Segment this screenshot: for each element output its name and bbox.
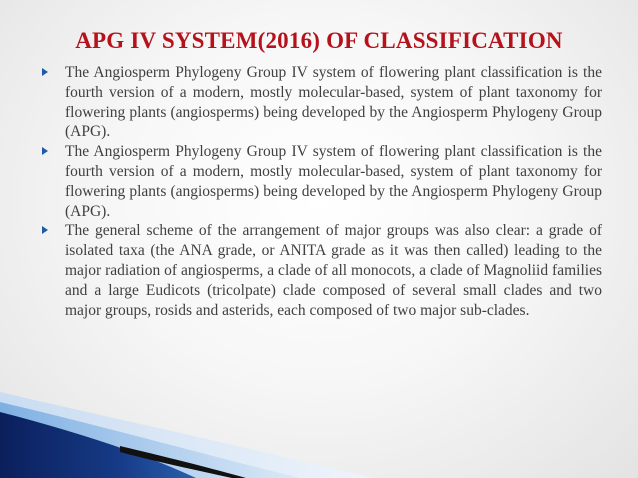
bullet-text: The Angiosperm Phylogeny Group IV system of flowering plant classification is the fourth version of a modern, mostly molecular-based, system of plant taxonomy for flowering plants (angiosperms) being developed by the Angiosperm Phylogeny Group (APG).: [65, 64, 602, 141]
bullet-text: The Angiosperm Phylogeny Group IV system of flowering plant classification is the fourth version of a modern, mostly molecular-based, system of plant taxonomy for flowering plants (angiosperms) being developed by the Angiosperm Phylogeny Group (APG).: [65, 143, 602, 220]
bullet-text: The general scheme of the arrangement of major groups was also clear: a grade of isolated taxa (the ANA grade, or ANITA grade as it was then called) leading to the major radiation of angiosperms, a clade of all monocots, a clade of Magnoliid families and a large Eudicots (tricolpate) clade composed of several small clades and two major groups, rosids and asterids, each composed of two major sub-clades.: [65, 222, 602, 319]
slide-title: APG IV SYSTEM(2016) OF CLASSIFICATION: [75, 28, 563, 53]
